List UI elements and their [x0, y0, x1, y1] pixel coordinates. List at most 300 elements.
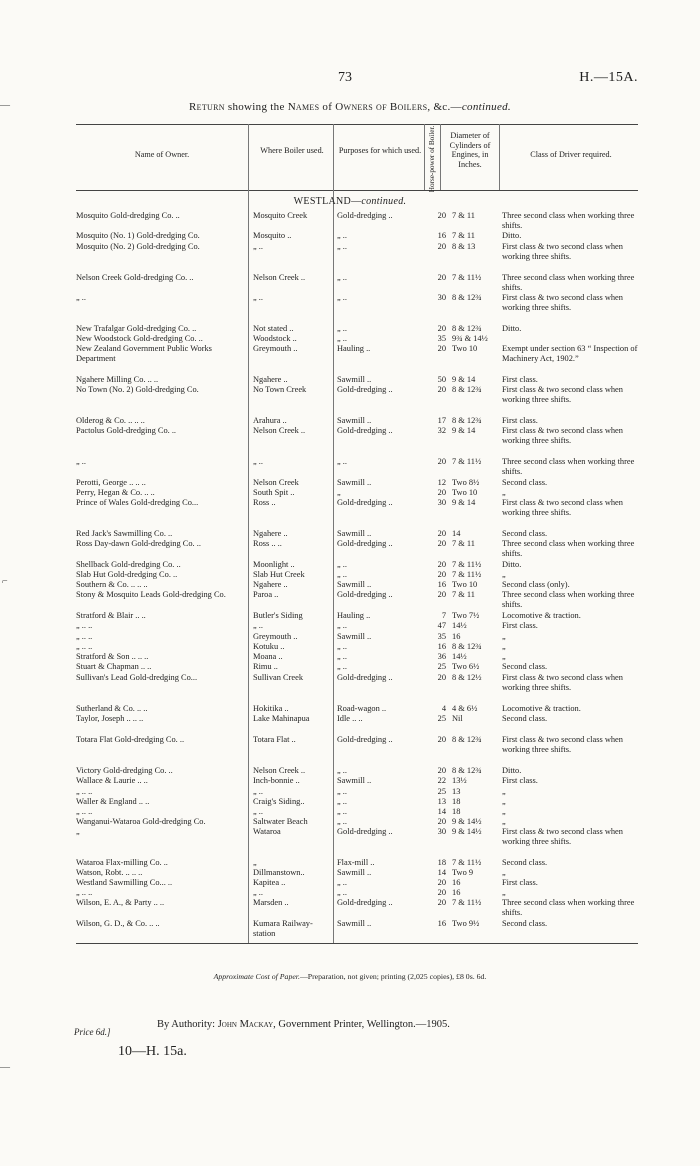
purpose-cell: Gold-dredging ..	[337, 898, 393, 907]
where-used-cell: Ross .. ..	[253, 539, 282, 548]
owner-cell: Sutherland & Co. .. ..	[76, 704, 148, 713]
where-used-cell: Dillmanstown..	[253, 868, 305, 877]
horse-power-cell: 25	[437, 714, 446, 723]
purpose-cell: Idle .. ..	[337, 714, 363, 723]
where-used-cell: Ngahere ..	[253, 529, 288, 538]
horse-power-cell: 20	[437, 735, 446, 744]
where-used-cell: Wataroa	[253, 827, 281, 836]
section-dash: —	[351, 196, 362, 207]
driver-class-cell: Second class.	[502, 529, 548, 538]
cylinder-diameter-cell: 8 & 12¾	[452, 293, 482, 302]
where-used-cell: Nelson Creek ..	[253, 426, 306, 435]
driver-class-cell: „	[502, 652, 506, 661]
cylinder-diameter-cell: Two 10	[452, 344, 478, 353]
where-used-cell: Saltwater Beach	[253, 817, 308, 826]
owner-cell: „ .. ..	[76, 787, 93, 796]
where-used-cell: Hokitika ..	[253, 704, 289, 713]
driver-class-cell: Second class.	[502, 858, 548, 867]
owner-cell: Wanganui-Wataroa Gold-dredging Co.	[76, 817, 206, 826]
horse-power-cell: 14	[437, 807, 446, 816]
owner-cell: Slab Hut Gold-dredging Co. ..	[76, 570, 178, 579]
purpose-cell: Gold-dredging ..	[337, 590, 393, 599]
cylinder-diameter-cell: 8 & 12¾	[452, 735, 482, 744]
driver-class-cell: First class & two second class when working three shifts.	[502, 385, 623, 404]
driver-class-cell: Second class.	[502, 478, 548, 487]
horse-power-cell: 18	[437, 858, 446, 867]
owner-cell: Wilson, G. D., & Co. .. ..	[76, 919, 160, 928]
cylinder-diameter-cell: 16	[452, 878, 461, 887]
where-used-cell: Nelson Creek ..	[253, 273, 306, 282]
title-names: Names	[287, 101, 320, 113]
cylinder-diameter-cell: 16	[452, 632, 461, 641]
owner-cell: „ ..	[76, 293, 86, 302]
cylinder-diameter-cell: 14½	[452, 652, 467, 661]
horse-power-cell: 13	[437, 797, 446, 806]
owner-cell: Olderog & Co. .. .. ..	[76, 416, 145, 425]
owner-cell: Victory Gold-dredging Co. ..	[76, 766, 173, 775]
cylinder-diameter-cell: Two 10	[452, 488, 478, 497]
horse-power-cell: 20	[437, 324, 446, 333]
horse-power-cell: 20	[437, 570, 446, 579]
driver-class-cell: First class.	[502, 776, 538, 785]
horse-power-cell: 32	[437, 426, 446, 435]
owner-cell: „ .. ..	[76, 621, 93, 630]
owner-cell: Sullivan's Lead Gold-dredging Co...	[76, 673, 198, 682]
owner-cell: Wallace & Laurie .. ..	[76, 776, 148, 785]
cylinder-diameter-cell: 14	[452, 529, 461, 538]
purpose-cell: Sawmill ..	[337, 478, 372, 487]
document-reference: H.—15A.	[579, 70, 638, 85]
driver-class-cell: First class & two second class when working three shifts.	[502, 673, 623, 692]
horse-power-cell: 20	[437, 385, 446, 394]
horse-power-cell: 20	[437, 817, 446, 826]
driver-class-cell: „	[502, 797, 506, 806]
purpose-cell: „ ..	[337, 560, 347, 569]
horse-power-cell: 20	[437, 878, 446, 887]
driver-class-cell: Second class.	[502, 919, 548, 928]
purpose-cell: Gold-dredging ..	[337, 426, 393, 435]
where-used-cell: „ ..	[253, 242, 263, 251]
driver-class-cell: „	[502, 888, 506, 897]
cost-label: Approximate Cost of Paper.	[213, 972, 300, 981]
horse-power-cell: 20	[437, 888, 446, 897]
col-header-purpose: Purposes for which used.	[338, 146, 422, 155]
cost-text: —Preparation, not given; printing (2,025 copies), £8 0s. 6d.	[299, 972, 487, 981]
table-header-rule	[76, 190, 638, 191]
owner-cell: Ngahere Milling Co. .. ..	[76, 375, 159, 384]
where-used-cell: „ ..	[253, 457, 263, 466]
owner-cell: „ .. ..	[76, 632, 93, 641]
purpose-cell: Gold-dredging ..	[337, 385, 393, 394]
where-used-cell: Nelson Creek	[253, 478, 299, 487]
purpose-cell: „ ..	[337, 334, 347, 343]
horse-power-cell: 20	[437, 529, 446, 538]
cylinder-diameter-cell: 7 & 11½	[452, 858, 482, 867]
horse-power-cell: 36	[437, 652, 446, 661]
cylinder-diameter-cell: 7 & 11½	[452, 898, 482, 907]
cylinder-diameter-cell: 9 & 14	[452, 498, 476, 507]
cylinder-diameter-cell: 7 & 11½	[452, 570, 482, 579]
purpose-cell: „ ..	[337, 797, 347, 806]
purpose-cell: Sawmill ..	[337, 375, 372, 384]
purpose-cell: „ ..	[337, 242, 347, 251]
where-used-cell: Inch-bonnie ..	[253, 776, 300, 785]
owner-cell: „	[76, 827, 80, 836]
where-used-cell: Not stated ..	[253, 324, 294, 333]
driver-class-cell: Locomotive & traction.	[502, 611, 581, 620]
horse-power-cell: 16	[437, 580, 446, 589]
cylinder-diameter-cell: 7 & 11½	[452, 560, 482, 569]
purpose-cell: „ ..	[337, 787, 347, 796]
horse-power-cell: 20	[437, 898, 446, 907]
owner-cell: Stratford & Son .. .. ..	[76, 652, 149, 661]
owner-cell: Stuart & Chapman .. ..	[76, 662, 152, 671]
cylinder-diameter-cell: 18	[452, 797, 461, 806]
where-used-cell: Woodstock ..	[253, 334, 297, 343]
cylinder-diameter-cell: 7 & 11	[452, 539, 475, 548]
horse-power-cell: 16	[437, 919, 446, 928]
sheet-signature: 10—H. 15a.	[118, 1044, 187, 1059]
cylinder-diameter-cell: 8 & 13	[452, 242, 476, 251]
printer-name: John Mackay	[217, 1019, 274, 1030]
purpose-cell: „ ..	[337, 807, 347, 816]
driver-class-cell: Locomotive & traction.	[502, 704, 581, 713]
driver-class-cell: „	[502, 570, 506, 579]
purpose-cell: Sawmill ..	[337, 416, 372, 425]
title-return: Return	[189, 101, 225, 113]
owner-cell: „ .. ..	[76, 807, 93, 816]
margin-mark: ⌐	[2, 576, 8, 587]
driver-class-cell: First class & two second class when working three shifts.	[502, 426, 623, 445]
horse-power-cell: 4	[441, 704, 446, 713]
driver-class-cell: First class & two second class when working three shifts.	[502, 827, 623, 846]
where-used-cell: Rimu ..	[253, 662, 278, 671]
where-used-cell: Ngahere ..	[253, 375, 288, 384]
owner-cell: Wilson, E. A., & Party .. ..	[76, 898, 165, 907]
col-header-driver: Class of Driver required.	[530, 150, 612, 159]
driver-class-cell: First class & two second class when working three shifts.	[502, 735, 623, 754]
page-number: 73	[338, 70, 352, 85]
section-continued: continued.	[361, 196, 407, 207]
col-header-where: Where Boiler used.	[260, 146, 324, 155]
column-divider-4	[440, 124, 441, 190]
where-used-cell: „ ..	[253, 293, 263, 302]
table-bottom-rule	[76, 943, 638, 944]
horse-power-cell: 14	[437, 868, 446, 877]
owner-cell: Mosquito Gold-dredging Co. ..	[76, 211, 180, 220]
horse-power-cell: 20	[437, 273, 446, 282]
owner-cell: „ ..	[76, 457, 86, 466]
driver-class-cell: Second class.	[502, 714, 548, 723]
title-mid: showing the	[224, 101, 288, 113]
purpose-cell: Sawmill ..	[337, 529, 372, 538]
where-used-cell: Slab Hut Creek	[253, 570, 305, 579]
cylinder-diameter-cell: 16	[452, 888, 461, 897]
purpose-cell: Gold-dredging ..	[337, 827, 393, 836]
return-title	[0, 101, 700, 113]
cylinder-diameter-cell: 7 & 11	[452, 211, 475, 220]
purpose-cell: Hauling ..	[337, 611, 371, 620]
where-used-cell: Moonlight ..	[253, 560, 295, 569]
owner-cell: Nelson Creek Gold-dredging Co. ..	[76, 273, 194, 282]
owner-cell: Totara Flat Gold-dredging Co. ..	[76, 735, 185, 744]
where-used-cell: Mosquito Creek	[253, 211, 308, 220]
cylinder-diameter-cell: 9 & 14	[452, 426, 476, 435]
purpose-cell: Road-wagon ..	[337, 704, 387, 713]
cylinder-diameter-cell: 9 & 14½	[452, 827, 482, 836]
where-used-cell: „ ..	[253, 807, 263, 816]
col-header-owner: Name of Owner.	[134, 150, 190, 159]
horse-power-cell: 30	[437, 293, 446, 302]
owner-cell: Perry, Hegan & Co. .. ..	[76, 488, 155, 497]
where-used-cell: No Town Creek	[253, 385, 307, 394]
where-used-cell: Kapitea ..	[253, 878, 286, 887]
purpose-cell: Gold-dredging ..	[337, 211, 393, 220]
column-divider-1	[248, 124, 249, 943]
driver-class-cell: Ditto.	[502, 766, 522, 775]
purpose-cell: „ ..	[337, 817, 347, 826]
purpose-cell: Gold-dredging ..	[337, 735, 393, 744]
purpose-cell: „ ..	[337, 878, 347, 887]
owner-cell: Mosquito (No. 1) Gold-dredging Co.	[76, 231, 200, 240]
horse-power-cell: 25	[437, 662, 446, 671]
horse-power-cell: 20	[437, 211, 446, 220]
cylinder-diameter-cell: 7 & 11½	[452, 457, 482, 466]
owner-cell: Red Jack's Sawmilling Co. ..	[76, 529, 173, 538]
purpose-cell: Sawmill ..	[337, 868, 372, 877]
cylinder-diameter-cell: 7 & 11½	[452, 273, 482, 282]
purpose-cell: „ ..	[337, 457, 347, 466]
owner-cell: Southern & Co. .. .. ..	[76, 580, 148, 589]
cylinder-diameter-cell: 7 & 11	[452, 590, 475, 599]
cylinder-diameter-cell: 9¾ & 14½	[452, 334, 488, 343]
purpose-cell: Sawmill ..	[337, 580, 372, 589]
horse-power-cell: 25	[437, 787, 446, 796]
driver-class-cell: „	[502, 488, 506, 497]
purpose-cell: Sawmill ..	[337, 776, 372, 785]
purpose-cell: Flax-mill ..	[337, 858, 375, 867]
horse-power-cell: 30	[437, 827, 446, 836]
horse-power-cell: 16	[437, 642, 446, 651]
price-note: Price 6d.]	[74, 1027, 111, 1037]
driver-class-cell: „	[502, 807, 506, 816]
driver-class-cell: First class.	[502, 621, 538, 630]
title-continued: continued.	[461, 101, 511, 113]
purpose-cell: Gold-dredging ..	[337, 539, 393, 548]
owner-cell: New Zealand Government Public Works Department	[76, 344, 212, 363]
horse-power-cell: 35	[437, 334, 446, 343]
where-used-cell: „ ..	[253, 787, 263, 796]
horse-power-cell: 20	[437, 488, 446, 497]
col-header-hp-cell	[424, 125, 440, 193]
cylinder-diameter-cell: Two 7½	[452, 611, 480, 620]
where-used-cell: Kotuku ..	[253, 642, 285, 651]
where-used-cell: Sullivan Creek	[253, 673, 304, 682]
driver-class-cell: Ditto.	[502, 231, 522, 240]
where-used-cell: Moana ..	[253, 652, 283, 661]
owner-cell: Waller & England .. ..	[76, 797, 150, 806]
driver-class-cell: „	[502, 642, 506, 651]
driver-class-cell: Second class (only).	[502, 580, 570, 589]
horse-power-cell: 20	[437, 673, 446, 682]
where-used-cell: Ross ..	[253, 498, 276, 507]
horse-power-cell: 20	[437, 539, 446, 548]
where-used-cell: „ ..	[253, 621, 263, 630]
where-used-cell: Arahura ..	[253, 416, 287, 425]
cylinder-diameter-cell: 14½	[452, 621, 467, 630]
cylinder-diameter-cell: Nil	[452, 714, 463, 723]
horse-power-cell: 20	[437, 344, 446, 353]
where-used-cell: Greymouth ..	[253, 344, 298, 353]
cylinder-diameter-cell: 13	[452, 787, 461, 796]
owner-cell: „ .. ..	[76, 642, 93, 651]
cylinder-diameter-cell: 9 & 14½	[452, 817, 482, 826]
column-divider-2	[333, 124, 334, 943]
where-used-cell: Ngahere ..	[253, 580, 288, 589]
purpose-cell: „	[337, 488, 341, 497]
purpose-cell: „ ..	[337, 642, 347, 651]
cylinder-diameter-cell: Two 6½	[452, 662, 480, 671]
title-post: , &c.—	[427, 101, 462, 113]
owner-cell: Stony & Mosquito Leads Gold-dredging Co.	[76, 590, 226, 599]
margin-mark: —	[0, 1062, 10, 1073]
section-heading	[0, 196, 700, 207]
cylinder-diameter-cell: 8 & 12½	[452, 673, 482, 682]
table-top-rule	[76, 124, 638, 125]
owner-cell: Mosquito (No. 2) Gold-dredging Co.	[76, 242, 200, 251]
cylinder-diameter-cell: Two 8½	[452, 478, 480, 487]
where-used-cell: Kumara Railway-station	[253, 919, 313, 938]
owner-cell: Watson, Robt. .. .. ..	[76, 868, 143, 877]
driver-class-cell: „	[502, 787, 506, 796]
driver-class-cell: Three second class when working three shifts.	[502, 457, 635, 476]
horse-power-cell: 20	[437, 242, 446, 251]
where-used-cell: Marsden ..	[253, 898, 289, 907]
driver-class-cell: Three second class when working three shifts.	[502, 211, 635, 230]
cylinder-diameter-cell: 9 & 14	[452, 375, 476, 384]
authority-post: , Government Printer, Wellington.—	[273, 1019, 427, 1030]
where-used-cell: Paroa ..	[253, 590, 279, 599]
horse-power-cell: 35	[437, 632, 446, 641]
horse-power-cell: 12	[437, 478, 446, 487]
owner-cell: Westland Sawmilling Co... ..	[76, 878, 173, 887]
where-used-cell: Totara Flat ..	[253, 735, 296, 744]
horse-power-cell: 50	[437, 375, 446, 384]
authority-pre: By Authority:	[157, 1019, 218, 1030]
cylinder-diameter-cell: 13½	[452, 776, 467, 785]
horse-power-cell: 22	[437, 776, 446, 785]
owner-cell: Wataroa Flax-milling Co. ..	[76, 858, 168, 867]
where-used-cell: Nelson Creek ..	[253, 766, 306, 775]
driver-class-cell: First class.	[502, 375, 538, 384]
purpose-cell: „ ..	[337, 231, 347, 240]
col-header-diameter: Diameter of Cylinders of Engines, in Inches.	[449, 131, 491, 169]
title-owners: Owners of Boilers	[335, 101, 428, 113]
owner-cell: Taylor, Joseph .. .. ..	[76, 714, 144, 723]
where-used-cell: Mosquito ..	[253, 231, 292, 240]
cylinder-diameter-cell: Two 9	[452, 868, 474, 877]
owner-cell: Ross Day-dawn Gold-dredging Co. ..	[76, 539, 201, 548]
horse-power-cell: 16	[437, 231, 446, 240]
cylinder-diameter-cell: 7 & 11	[452, 231, 475, 240]
purpose-cell: Gold-dredging ..	[337, 498, 393, 507]
cylinder-diameter-cell: Two 9½	[452, 919, 480, 928]
cylinder-diameter-cell: 8 & 12¾	[452, 416, 482, 425]
purpose-cell: „ ..	[337, 766, 347, 775]
horse-power-cell: 20	[437, 457, 446, 466]
purpose-cell: „ ..	[337, 888, 347, 897]
owner-cell: New Woodstock Gold-dredging Co. ..	[76, 334, 203, 343]
where-used-cell: Lake Mahinapua	[253, 714, 310, 723]
col-header-hp: Horse-power of Boiler.	[428, 125, 436, 193]
purpose-cell: „ ..	[337, 621, 347, 630]
driver-class-cell: Three second class when working three shifts.	[502, 273, 635, 292]
purpose-cell: „ ..	[337, 324, 347, 333]
where-used-cell: Craig's Siding..	[253, 797, 305, 806]
cylinder-diameter-cell: 8 & 12¾	[452, 642, 482, 651]
owner-cell: Shellback Gold-dredging Co. ..	[76, 560, 181, 569]
purpose-cell: Hauling ..	[337, 344, 371, 353]
driver-class-cell: Three second class when working three shifts.	[502, 898, 635, 917]
driver-class-cell: Three second class when working three shifts.	[502, 539, 635, 558]
owner-cell: New Trafalgar Gold-dredging Co. ..	[76, 324, 197, 333]
purpose-cell: „ ..	[337, 273, 347, 282]
owner-cell: Stratford & Blair .. ..	[76, 611, 146, 620]
horse-power-cell: 47	[437, 621, 446, 630]
where-used-cell: „	[253, 858, 257, 867]
where-used-cell: „ ..	[253, 888, 263, 897]
purpose-cell: „ ..	[337, 652, 347, 661]
cylinder-diameter-cell: 8 & 12¾	[452, 385, 482, 394]
cylinder-diameter-cell: 18	[452, 807, 461, 816]
paper-cost-note	[0, 972, 700, 981]
purpose-cell: Sawmill ..	[337, 919, 372, 928]
driver-class-cell: First class & two second class when working three shifts.	[502, 242, 623, 261]
driver-class-cell: First class & two second class when working three shifts.	[502, 498, 623, 517]
cylinder-diameter-cell: 8 & 12¾	[452, 324, 482, 333]
cylinder-diameter-cell: Two 10	[452, 580, 478, 589]
driver-class-cell: Three second class when working three shifts.	[502, 590, 635, 609]
driver-class-cell: „	[502, 868, 506, 877]
driver-class-cell: Ditto.	[502, 324, 522, 333]
horse-power-cell: 30	[437, 498, 446, 507]
purpose-cell: Gold-dredging ..	[337, 673, 393, 682]
horse-power-cell: 20	[437, 560, 446, 569]
driver-class-cell: First class.	[502, 878, 538, 887]
driver-class-cell: „	[502, 817, 506, 826]
purpose-cell: Sawmill ..	[337, 632, 372, 641]
driver-class-cell: Second class.	[502, 662, 548, 671]
driver-class-cell: Exempt under section 63 “ Inspection of Machinery Act, 1902.”	[502, 344, 638, 363]
purpose-cell: „ ..	[337, 570, 347, 579]
owner-cell: Perotti, George .. .. ..	[76, 478, 146, 487]
title-of: of	[319, 101, 336, 113]
purpose-cell: „ ..	[337, 293, 347, 302]
purpose-cell: „ ..	[337, 662, 347, 671]
horse-power-cell: 17	[437, 416, 446, 425]
owner-cell: Pactolus Gold-dredging Co. ..	[76, 426, 177, 435]
authority-year: 1905.	[426, 1019, 450, 1030]
horse-power-cell: 7	[441, 611, 446, 620]
driver-class-cell: First class & two second class when working three shifts.	[502, 293, 623, 312]
driver-class-cell: Ditto.	[502, 560, 522, 569]
where-used-cell: Butler's Siding	[253, 611, 303, 620]
section-name: WESTLAND	[293, 196, 352, 207]
where-used-cell: South Spit ..	[253, 488, 295, 497]
owner-cell: „ .. ..	[76, 888, 93, 897]
horse-power-cell: 20	[437, 590, 446, 599]
driver-class-cell: First class.	[502, 416, 538, 425]
